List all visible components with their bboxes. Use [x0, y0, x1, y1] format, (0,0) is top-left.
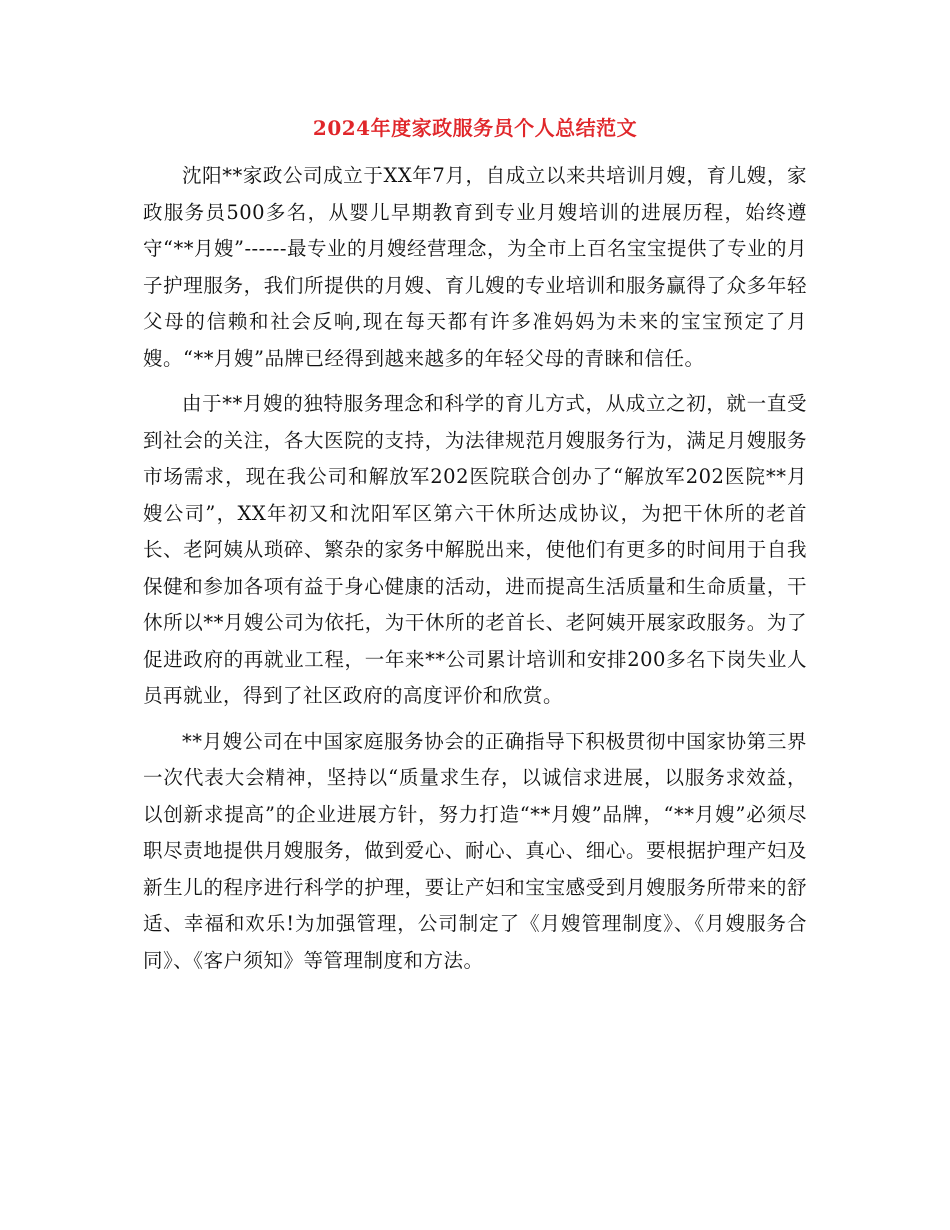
paragraph-3: **月嫂公司在中国家庭服务协会的正确指导下积极贯彻中国家协第三界一次代表大会精神，坚持以“质量求生存，以诚信求进展，以服务求效益，以创新求提高”的企业进展方针，努力打造“**月嫂”品牌，“**月嫂”必须尽职尽责地提供月嫂服务，做到爱心、耐心、真心、细心。要根据护理产妇及新生儿的程序进行科学的护理，要让产妇和宝宝感受到月嫂服务所带来的舒适、幸福和欢乐!为加强管理，公司制定了《月嫂管理制度》、《月嫂服务合同》、《客户须知》等管理制度和方法。: [143, 729, 807, 972]
paragraph-1: 沈阳**家政公司成立于XX年7月，自成立以来共培训月嫂，育儿嫂，家政服务员500多名，从婴儿早期教育到专业月嫂培训的进展历程，始终遵守“**月嫂”------最专业的月嫂经营理念，为全市上百名宝宝提供了专业的月子护理服务，我们所提供的月嫂、育儿嫂的专业培训和服务赢得了众多年轻父母的信赖和社会反响,现在每天都有许多准妈妈为未来的宝宝预定了月嫂。“**月嫂”品牌已经得到越来越多的年轻父母的青睐和信任。: [143, 164, 807, 370]
document-body: [143, 158, 807, 988]
document-title: 2024年度家政服务员个人总结范文: [312, 116, 638, 140]
paragraph-2: 由于**月嫂的独特服务理念和科学的育儿方式，从成立之初，就一直受到社会的关注，各大医院的支持，为法律规范月嫂服务行为，满足月嫂服务市场需求，现在我公司和解放军202医院联合创办了“解放军202医院**月嫂公司”，XX年初又和沈阳军区第六干休所达成协议，为把干休所的老首长、老阿姨从琐碎、繁杂的家务中解脱出来，使他们有更多的时间用于自我保健和参加各项有益于身心健康的活动，进而提高生活质量和生命质量，干休所以**月嫂公司为依托，为干休所的老首长、老阿姨开展家政服务。为了促进政府的再就业工程，一年来**公司累计培训和安排200多名下岗失业人员再就业，得到了社区政府的高度评价和欣赏。: [143, 392, 807, 707]
